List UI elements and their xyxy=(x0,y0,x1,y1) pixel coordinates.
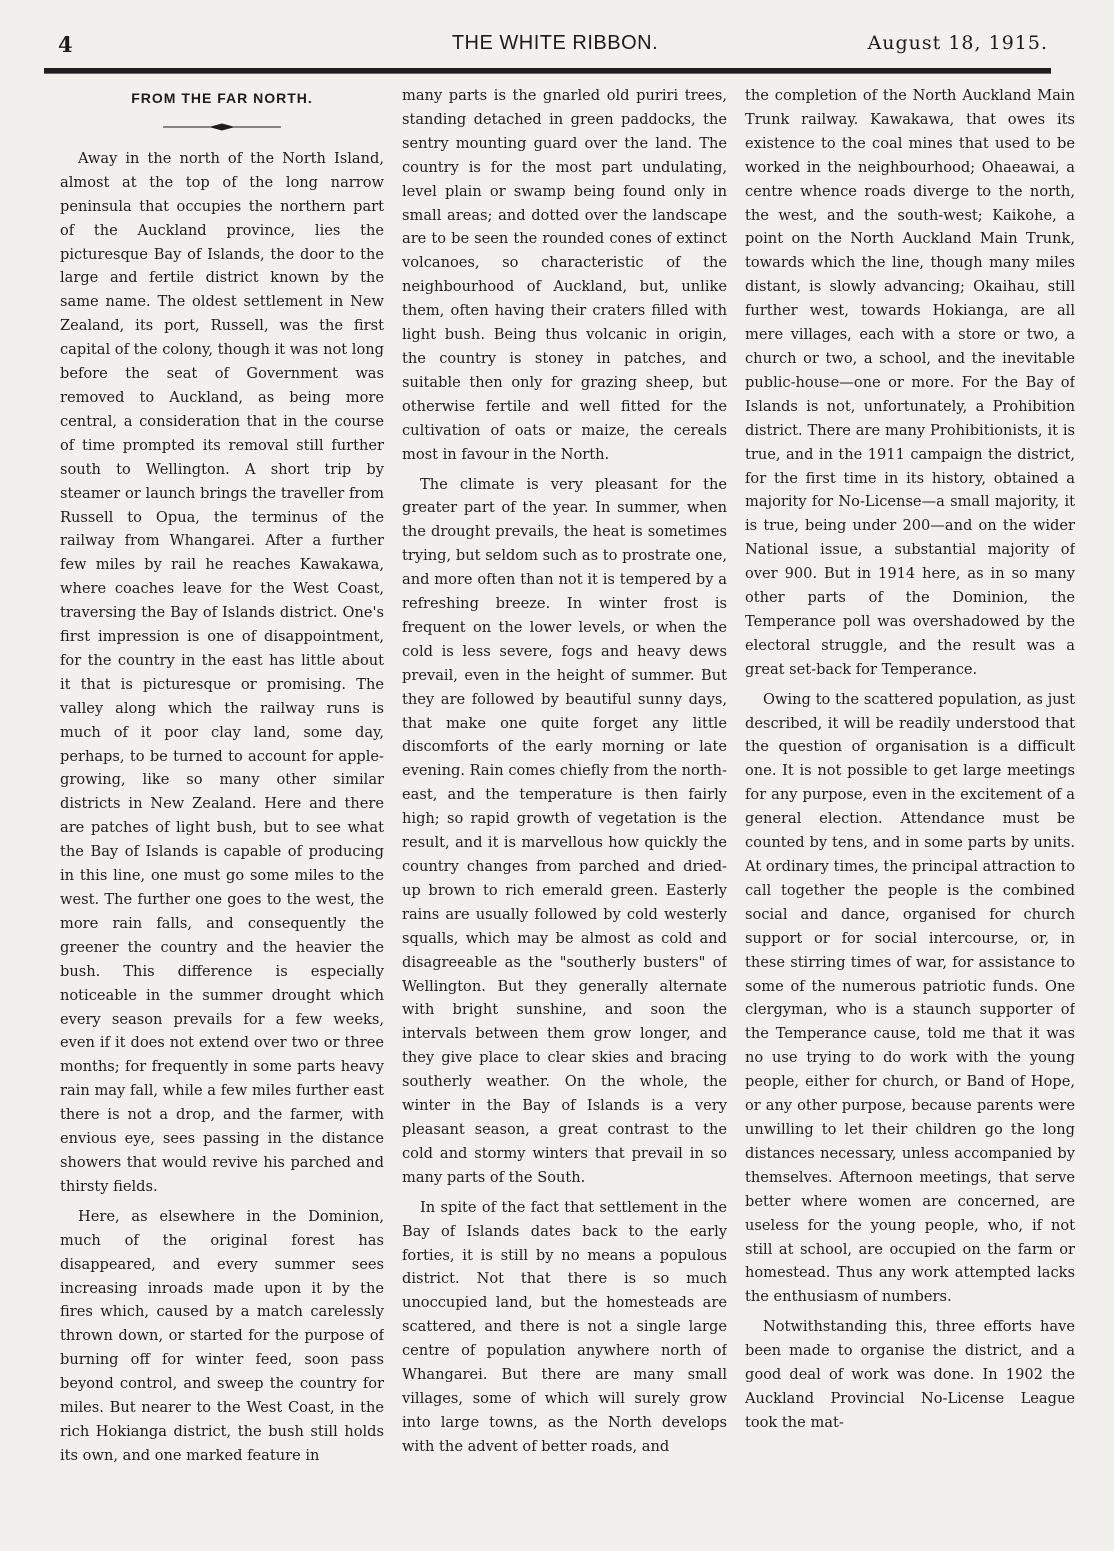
paragraph: Away in the north of the North Island, almost at the top of the long narrow peninsula that occupies the northern part of the Auckland province, lies the picturesque Bay of Islands, the door to the large and fertile district known by the same name. The oldest settlement in New Zealand, its port, Russell, was the first capital of the colony, though it was not long before the seat of Government was removed to Auckland, as being more central, a consideration that in the course of time prompted its removal still further south to Wellington. A short trip by steamer or launch brings the traveller from Russell to Opua, the terminus of the railway from Whangarei. After a further few miles by rail he reaches Kawakawa, where coaches leave for the West Coast, traversing the Bay of Islands district. One's first impression is one of disappointment, for the country in the east has little about it that is picturesque or promising. The valley along which the railway runs is much of it poor clay land, some day, perhaps, to be turned to account for apple-growing, like so many other similar districts in New Zealand. Here and there are patches of light bush, but to see what the Bay of Islands is capable of producing in this line, one must go some miles to the west. The further one goes to the west, the more rain falls, and consequently the greener the country and the heavier the bush. This difference is especially noticeable in the summer drought which every season prevails for a few weeks, even if it does not extend over two or three months; for frequently in some parts heavy rain may fall, while a few miles further east there is not a drop, and the farmer, with envious eye, sees passing in the distance showers that would revive his parched and thirsty fields. xyxy=(60,149,384,1195)
paragraph: Notwithstanding this, three efforts have been made to organise the district, and a good deal of work was done. In 1902 the Auckland Provincial No-License League took the mat- xyxy=(745,1318,1075,1431)
paragraph: In spite of the fact that settlement in the Bay of Islands dates back to the early forties, it is still by no means a populous district. Not that there is so much unoccupied land, but the homesteads are scattered, and there is not a single large centre of population anywhere north of Whangarei. But there are many small villages, some of which will surely grow into large towns, as the North develops with the advent of better roads, and xyxy=(402,1198,727,1455)
paragraph: many parts is the gnarled old puriri trees, standing detached in green paddocks, the sentry mounting guard over the land. The country is for the most part undulating, level plain or swamp being found only in small areas; and dotted over the landscape are to be seen the rounded cones of extinct volcanoes, so characteristic of the neighbourhood of Auckland, but, unlike them, often having their craters filled with light bush. Being thus volcanic in origin, the country is stoney in patches, and suitable then only for grazing sheep, but otherwise fertile and well fitted for the cultivation of oats or maize, the cereals most in favour in the North. xyxy=(402,87,727,463)
paragraph: Owing to the scattered population, as just described, it will be readily understood that the question of organisation is a difficult one. It is not possible to get large meetings for any purpose, even in the excitement of a general election. Attendance must be counted by tens, and in some parts by units. At ordinary times, the principal attraction to call together the people is the combined social and dance, organised for church support or for social intercourse, or, in these stirring times of war, for assistance to some of the numerous patriotic funds. One clergyman, who is a staunch supporter of the Temperance cause, told me that it was no use trying to do work with the young people, either for church, or Band of Hope, or any other purpose, because parents were unwilling to let their children go the long distances necessary, unless accompanied by themselves. Afternoon meetings, that serve better where women are concerned, are useless for the young people, who, if not still at school, are occupied on the farm or homestead. Thus any work attempted lacks the enthusiasm of numbers. xyxy=(745,690,1075,1306)
publication-title: THE WHITE RIBBON. xyxy=(451,32,659,54)
header-rule xyxy=(44,68,1051,74)
article-title: FROM THE FAR NORTH. xyxy=(131,90,313,106)
column-2 xyxy=(402,84,727,1524)
column-3 xyxy=(745,84,1075,1524)
paragraph: the completion of the North Auckland Main Trunk railway. Kawakawa, that owes its existence to the coal mines that used to be worked in the neighbourhood; Ohaeawai, a centre whence roads diverge to the north, the west, and the south-west; Kaikohe, a point on the North Auckland Main Trunk, towards which the line, though many miles distant, is slowly advancing; Okaihau, still further west, towards Hokianga, are all mere villages, each with a store or two, a church or two, a school, and the inevitable public-house—one or more. For the Bay of Islands is not, unfortunately, a Prohibition district. There are many Prohibitionists, it is true, and in the 1911 campaign the district, for the first time in its history, obtained a majority for No-License—a small majority, it is true, being under 200—and on the wider National issue, a substantial majority of over 900. But in 1914 here, as in so many other parts of the Dominion, the Temperance poll was overshadowed by the electoral struggle, and the result was a great set-back for Temperance. xyxy=(745,87,1075,678)
page-number: 4 xyxy=(58,32,73,57)
column-1 xyxy=(60,84,384,1524)
title-ornament-divider xyxy=(163,123,281,131)
article-columns xyxy=(60,84,1074,1524)
issue-date: August 18, 1915. xyxy=(867,32,1048,54)
paragraph: Here, as elsewhere in the Dominion, much of the original forest has disappeared, and every summer sees increasing inroads made upon it by the fires which, caused by a match carelessly thrown down, or started for the purpose of burning off for winter feed, soon pass beyond control, and sweep the country for miles. But nearer to the West Coast, in the rich Hokianga district, the bush still holds its own, and one marked feature in xyxy=(60,1207,384,1464)
masthead xyxy=(58,28,1052,64)
paragraph: The climate is very pleasant for the greater part of the year. In summer, when the drought prevails, the heat is sometimes trying, but seldom such as to prostrate one, and more often than not it is tempered by a refreshing breeze. In winter frost is frequent on the lower levels, or when the cold is less severe, fogs and heavy dews prevail, even in the height of summer. But they are followed by beautiful sunny days, that make one quite forget any little discomforts of the early morning or late evening. Rain comes chiefly from the north-east, and the temperature is then fairly high; so rapid growth of vegetation is the result, and it is marvellous how quickly the country changes from parched and dried-up brown to rich emerald green. Easterly rains are usually followed by cold westerly squalls, which may be almost as cold and disagreeable as the "southerly busters" of Wellington. But they generally alternate with bright sunshine, and soon the intervals between them grow longer, and they give place to clear skies and bracing southerly weather. On the whole, the winter in the Bay of Islands is a very pleasant season, a great contrast to the cold and stormy winters that prevail in so many parts of the South. xyxy=(402,475,727,1186)
